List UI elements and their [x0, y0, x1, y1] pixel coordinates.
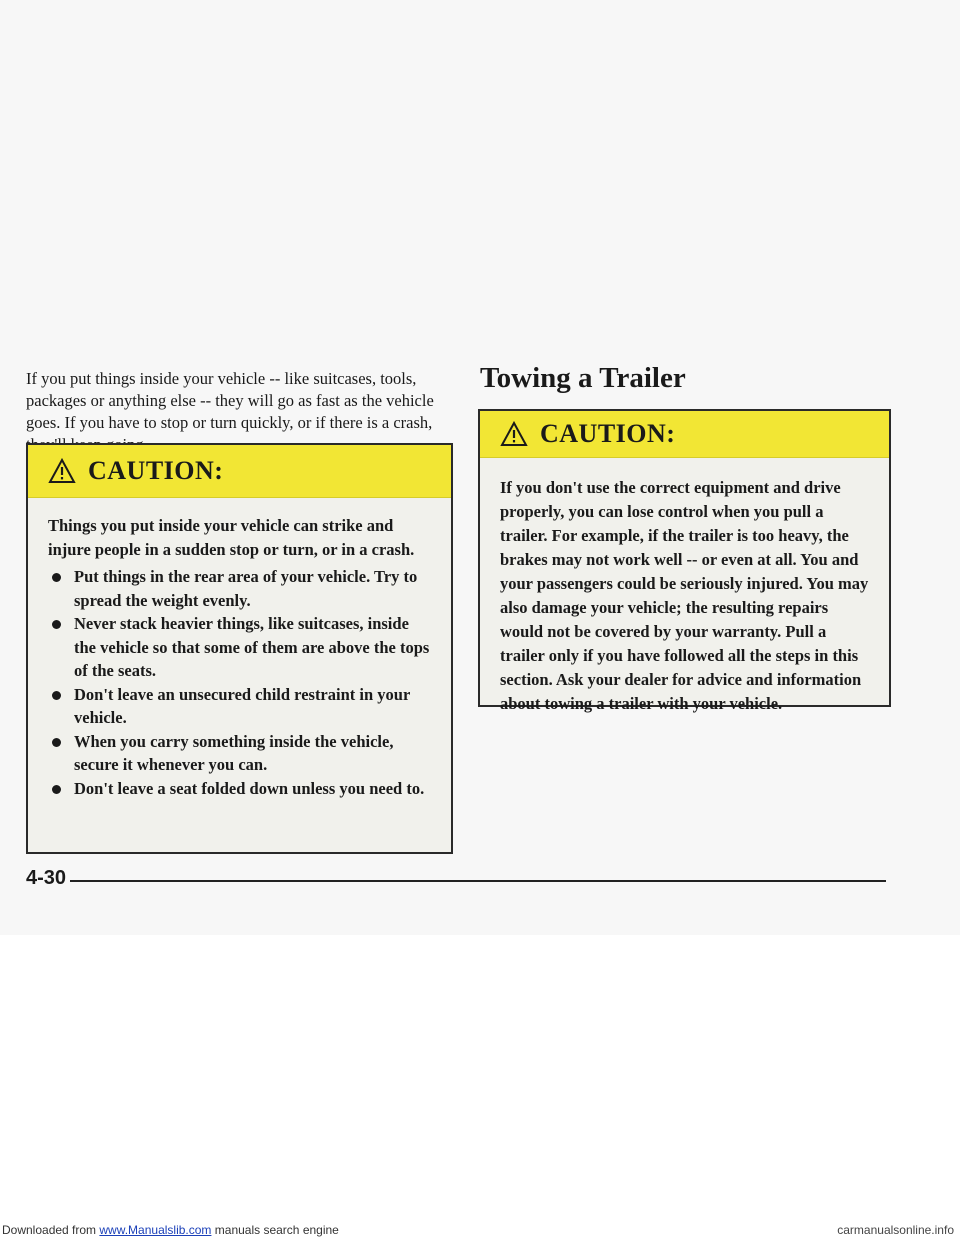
bullet-item [48, 777, 431, 801]
bullet-item [48, 730, 431, 777]
bullet-dot [52, 573, 61, 582]
bullet-text: When you carry something inside the vehicle, secure it whenever you can. [74, 731, 394, 774]
bullet-text: Don't leave an unsecured child restraint in your vehicle. [74, 684, 410, 727]
bullet-item [48, 565, 431, 612]
bullet-item [48, 683, 431, 730]
bullet-dot [52, 691, 61, 700]
caution-box-towing [478, 409, 891, 713]
warning-triangle-icon [48, 458, 76, 484]
footer-suffix: manuals search engine [211, 1223, 339, 1237]
site-watermark: carmanualsonline.info [837, 1223, 954, 1237]
warning-triangle-icon [500, 421, 528, 447]
caution-body [28, 498, 451, 800]
caution-label: CAUTION: [540, 419, 676, 448]
caution-header [28, 445, 451, 498]
bullet-dot [52, 738, 61, 747]
manualslib-link[interactable]: www.Manualslib.com [99, 1223, 212, 1237]
caution-label: CAUTION: [88, 456, 224, 485]
bullet-text: Don't leave a seat folded down unless you need to. [74, 778, 425, 798]
footer-rule [70, 880, 886, 882]
footer-prefix: Downloaded from [2, 1223, 100, 1237]
caution-intro-text: Things you put inside your vehicle can strike and injure people in a sudden stop or turn, or in a crash. [48, 516, 415, 559]
caution-body [480, 458, 889, 716]
intro-paragraph: If you put things inside your vehicle -- like suitcases, tools, packages or anything else -- they will go as fast as the vehicle goes. If you have to stop or turn quickly, or if there is a crash, [26, 369, 434, 432]
bullet-dot [52, 620, 61, 629]
bullet-dot [52, 785, 61, 794]
page-number: 4-30 [26, 867, 67, 889]
bullet-text: Put things in the rear area of your vehicle. Try to spread the weight evenly. [74, 567, 418, 610]
caution-body-text: If you don't use the correct equipment and drive properly, you can lose control when you pull a trailer. For example, if the trailer is too heavy, the brakes may not work well -- or even at all. You and your passengers could be seriously injured. You may also damage your vehicle; the resulting repairs would not be covered by your warranty. Pull a trailer only if you have followed all the steps in this section. Ask your dealer for advice and information about towing a trailer with your vehicle. [500, 478, 869, 713]
bullet-item [48, 612, 431, 683]
bullet-text: Never stack heavier things, like suitcases, inside the vehicle so that some of them are above the tops of the seats. [74, 614, 430, 680]
caution-bullet-list [48, 565, 431, 800]
caution-box-cargo [26, 443, 453, 854]
download-footer [2, 1223, 339, 1237]
caution-header [480, 411, 889, 458]
section-title: Towing a Trailer [480, 362, 686, 394]
